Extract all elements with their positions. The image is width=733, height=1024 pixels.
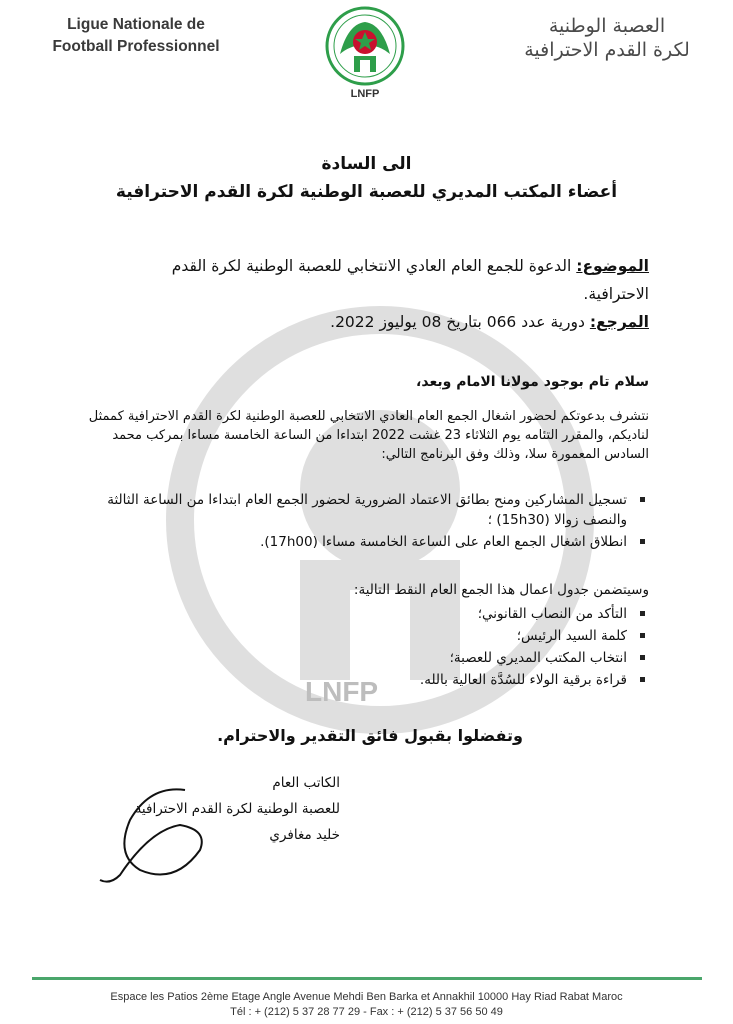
closing-line: وتفضلوا بقبول فائق التقدير والاحترام. bbox=[217, 726, 523, 745]
list-item: انتخاب المكتب المديري للعصبة؛ bbox=[89, 648, 649, 668]
lnfp-logo bbox=[318, 4, 412, 104]
list-item: التأكد من النصاب القانوني؛ bbox=[89, 604, 649, 624]
list-item: كلمة السيد الرئيس؛ bbox=[89, 626, 649, 646]
list-item: قراءة برقية الولاء للسُدَّة العالية بالله. bbox=[89, 670, 649, 690]
agenda-intro: وسيتضمن جدول اعمال هذا الجمع العام النقط التالية: bbox=[353, 582, 649, 598]
header-ar-line1: العصبة الوطنية bbox=[548, 15, 666, 37]
header-ar-line2: لكرة القدم الاحترافية bbox=[524, 39, 690, 61]
reference-text: دورية عدد 066 بتاريخ 08 يوليوز 2022. bbox=[330, 313, 585, 331]
handwritten-signature bbox=[90, 780, 210, 890]
agenda-list bbox=[89, 604, 649, 692]
lnfp-emblem-icon bbox=[318, 4, 412, 88]
header-fr-line2: Football Professionnel bbox=[52, 38, 220, 55]
logo-caption: LNFP bbox=[350, 88, 380, 100]
addressee-line1: الى السادة bbox=[321, 154, 412, 174]
watermark-text: LNFP bbox=[305, 676, 379, 707]
body-paragraph: نتشرف بدعوتكم لحضور اشغال الجمع العام العادي الانتخابي للعصبة الوطنية لكرة القدم الاحترافية كممثل لناديكم، والمقرر التئامه يوم الثلاثاء 23 غشت 2022 ابتداءا من الساعة الخامسة مساءا بمركب محمد السادس المعمورة سلا، وذلك وفق البرنامج التالي: bbox=[88, 409, 649, 462]
signature-org: للعصبة الوطنية لكرة القدم الاحترافية bbox=[134, 801, 340, 817]
header-fr-line1: Ligue Nationale de bbox=[67, 16, 205, 33]
header-arabic-name bbox=[497, 14, 717, 62]
subject-text: الدعوة للجمع العام العادي الانتخابي للعصبة الوطنية لكرة القدم الاحترافية. bbox=[171, 257, 649, 303]
footer-divider bbox=[32, 977, 702, 980]
signature-title: الكاتب العام bbox=[272, 775, 340, 791]
signature-name: خليد مغافري bbox=[269, 827, 340, 843]
subject bbox=[119, 252, 649, 308]
footer-address: Espace les Patios 2ème Etage Angle Avenue Mehdi Ben Barka et Annakhil 10000 Hay Riad Rabat Maroc bbox=[110, 991, 623, 1003]
program-list bbox=[89, 490, 649, 554]
reference bbox=[119, 308, 649, 336]
list-item: تسجيل المشاركين ومنح بطائق الاعتماد الضرورية لحضور الجمع العام ابتداءا من الساعة الثالثة والنصف زوالا (15h30) ؛ bbox=[89, 490, 649, 530]
addressee-line2: أعضاء المكتب المديري للعصبة الوطنية لكرة القدم الاحترافية bbox=[115, 182, 618, 202]
footer-contact: Tél : + (212) 5 37 28 77 29 - Fax : + (212) 5 37 56 50 49 bbox=[230, 1006, 503, 1018]
greeting: سلام تام بوجود مولانا الامام وبعد، bbox=[416, 374, 649, 390]
subject-label: الموضوع: bbox=[576, 257, 649, 275]
reference-label: المرجع: bbox=[589, 313, 649, 331]
list-item: انطلاق اشغال الجمع العام على الساعة الخامسة مساءا (17h00). bbox=[89, 532, 649, 552]
header-french-name bbox=[36, 14, 236, 58]
